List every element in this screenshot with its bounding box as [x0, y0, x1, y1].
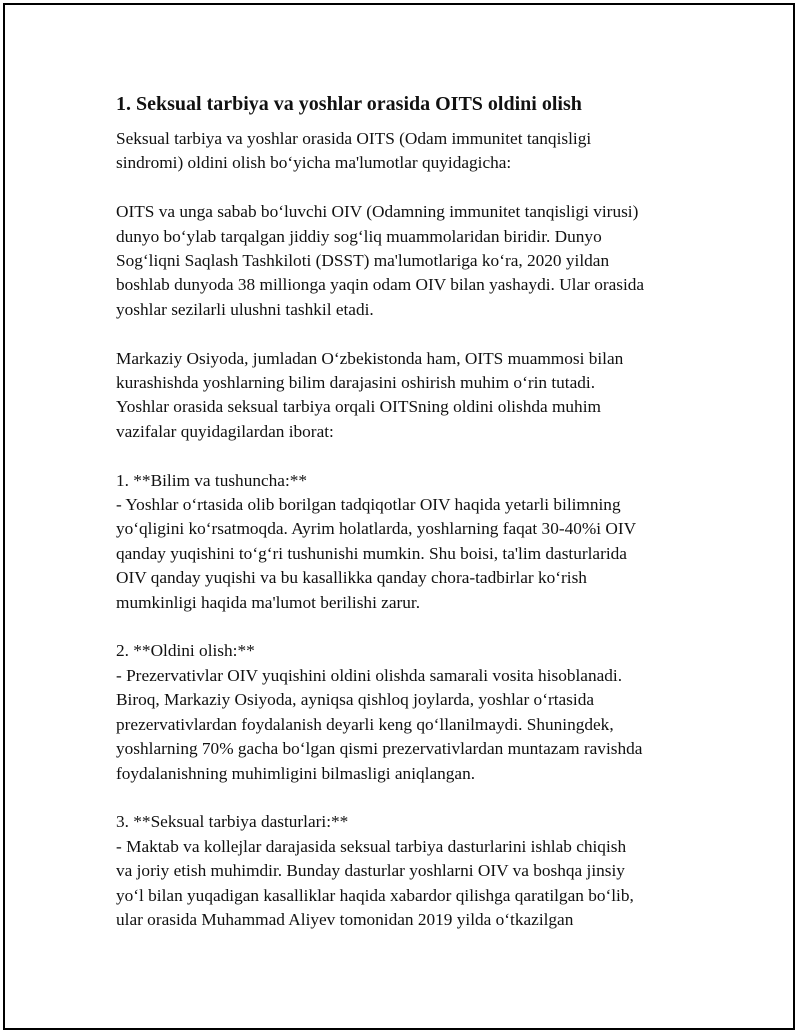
oits-overview-paragraph: OITS va unga sabab boʻluvchi OIV (Odamning immunitet tanqisligi virusi) dunyo boʻylab tarqalgan jiddiy sogʻliq muammolaridan biridir. Dunyo Sogʻliqni Saqlash Tashkiloti (DSST) ma'lumotlariga koʻra, 2020 yildan boshlab dunyoda 38 millionga yaqin odam OIV bilan yashaydi. Ular orasida yoshlar sezilarli ulushni tashkil etadi.: [116, 202, 645, 319]
document-title: 1. Seksual tarbiya va yoshlar orasida OITS oldini olish: [116, 93, 582, 115]
paragraph-gap: [116, 615, 696, 639]
education-programs-section: 3. **Seksual tarbiya dasturlari:** - Maktab va kollejlar darajasida seksual tarbiya dasturlarini ishlab chiqish va joriy etish muhimdir. Bunday dasturlar yoshlarni OIV va boshqa jinsiy yoʻl bilan yuqadigan kasalliklar haqida xabardor qilishga qaratilgan boʻlib, ular orasida Muhammad Aliyev tomonidan 2019 yilda oʻtkazilgan: [116, 812, 634, 929]
central-asia-paragraph: Markaziy Osiyoda, jumladan Oʻzbekistonda ham, OITS muammosi bilan kurashishda yoshlarning bilim darajasini oshirish muhim oʻrin tutadi. Yoshlar orasida seksual tarbiya orqali OITSning oldini olishda muhim vazifalar quyidagilardan iborat:: [116, 348, 624, 441]
knowledge-section: 1. **Bilim va tushuncha:** - Yoshlar oʻrtasida olib borilgan tadqiqotlar OIV haqida yetarli bilimning yoʻqligini koʻrsatmoqda. Ayrim holatlarda, yoshlarning faqat 30-40%i OIV qanday yuqishini toʻgʻri tushunishi mumkin. Shu boisi, ta'lim dasturlarida OIV qanday yuqishi va bu kasallikka qanday chora-tadbirlar koʻrish mumkinligi haqida ma'lumot berilishi zarur.: [116, 470, 637, 612]
document-body: [116, 90, 696, 932]
paragraph-gap: [116, 322, 696, 346]
intro-paragraph: Seksual tarbiya va yoshlar orasida OITS (Odam immunitet tanqisligi sindromi) oldini olish boʻyicha ma'lumotlar quyidagicha:: [116, 129, 592, 173]
prevention-section: 2. **Oldini olish:** - Prezervativlar OIV yuqishini oldini olishda samarali vosita hisoblanadi. Biroq, Markaziy Osiyoda, ayniqsa qishloq joylarda, yoshlar oʻrtasida prezervativlardan foydalanish deyarli keng qoʻllanilmaydi. Shuningdek, yoshlarning 70% gacha boʻlgan qismi prezervativlardan muntazam ravishda foydalanishning muhimligini bilmasligi aniqlangan.: [116, 641, 643, 783]
paragraph-gap: [116, 444, 696, 468]
paragraph-gap: [116, 176, 696, 200]
paragraph-gap: [116, 786, 696, 810]
